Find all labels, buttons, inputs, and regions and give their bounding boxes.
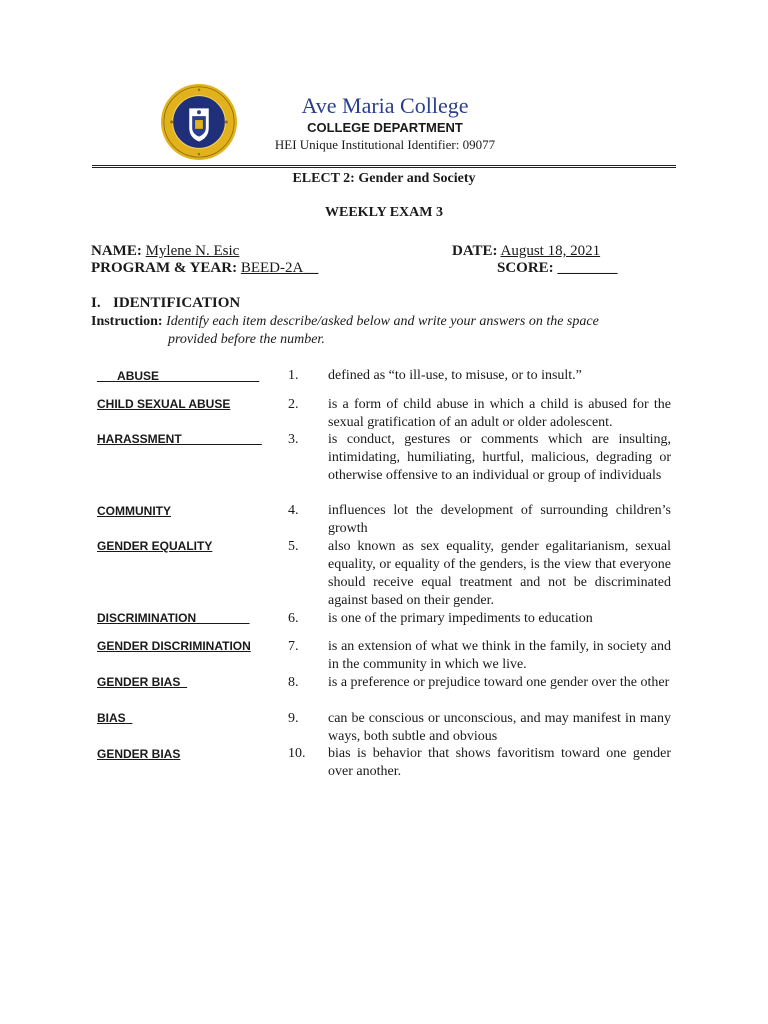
item-number: 1. [288,368,299,383]
name-value: Mylene N. Esic [145,243,240,259]
item-number: 9. [288,711,299,726]
college-department: COLLEGE DEPARTMENT [307,120,463,135]
item-number: 6. [288,611,299,626]
date-value: August 18, 2021 [500,243,601,259]
answer-blank: BIAS_ [97,711,133,725]
program-label: PROGRAM & YEAR: [91,260,238,276]
answer-blank: GENDER EQUALITY [97,539,213,553]
college-name: Ave Maria College [301,93,469,118]
answer-blank: GENDER BIAS_ [97,675,188,689]
item-description: is an extension of what we think in the family, in society and in the community in which we live. [328,639,671,672]
answer-blank: CHILD SEXUAL ABUSE [97,397,231,411]
name-label: NAME: [91,243,142,259]
instruction-label: Instruction: [91,314,163,329]
section-title: IDENTIFICATION [113,295,241,311]
answer-blank: COMMUNITY [97,504,171,518]
instruction-text-line2: provided before the number. [168,332,325,347]
answer-blank: HARASSMENT____________ [97,432,262,446]
exam-title: WEEKLY EXAM 3 [325,205,443,220]
item-description: is a form of child abuse in which a child is abused for the sexual gratification of an adult or older adolescent. [328,397,671,430]
item-number: 7. [288,639,299,654]
instruction [91,313,651,349]
instruction-text-line1: Identify each item describe/asked below and write your answers on the space [166,314,599,329]
program-value: BEED-2A [240,260,304,276]
date-field [452,242,600,260]
answer-blank: ___ABUSE_______________ [97,369,260,383]
date-label: DATE: [452,243,498,259]
item-number: 10. [288,746,306,761]
program-field [91,259,318,277]
item-number: 8. [288,675,299,690]
name-field [91,242,239,260]
item-description: can be conscious or unconscious, and may manifest in many ways, both subtle and obvious [328,711,671,744]
score-label: SCORE: [497,260,554,276]
item-description: influences lot the development of surrounding children’s growth [328,503,671,536]
program-trail: __ [303,260,319,276]
item-description: also known as sex equality, gender egalitarianism, sexual equality, or equality of the genders, is the view that everyone should receive equal treatment and not be discriminated against based on their gender. [328,539,671,608]
item-number: 2. [288,397,299,412]
section-heading [91,295,240,312]
header-rule [92,165,676,166]
item-number: 5. [288,539,299,554]
item-number: 4. [288,503,299,518]
section-number: I. [91,295,101,311]
subject-title: ELECT 2: Gender and Society [292,171,476,186]
item-description: is a preference or prejudice toward one gender over the other [328,675,670,690]
hei-identifier: HEI Unique Institutional Identifier: 09077 [274,137,496,152]
header-rule-double [92,167,676,168]
item-description: is conduct, gestures or comments which are insulting, intimidating, humiliating, hurtful, malicious, degrading or otherwise offensive to an individual or group of individuals [328,432,671,483]
score-value: ________ [557,260,618,276]
answer-blank: GENDER DISCRIMINATION [97,639,251,653]
answer-blank: DISCRIMINATION________ [97,611,250,625]
score-field [497,259,617,277]
item-number: 3. [288,432,299,447]
answer-blank: GENDER BIAS [97,747,181,761]
item-description: is one of the primary impediments to education [328,611,593,626]
item-description: bias is behavior that shows favoritism toward one gender over another. [328,746,671,779]
item-description: defined as “to ill-use, to misuse, or to insult.” [328,368,582,383]
